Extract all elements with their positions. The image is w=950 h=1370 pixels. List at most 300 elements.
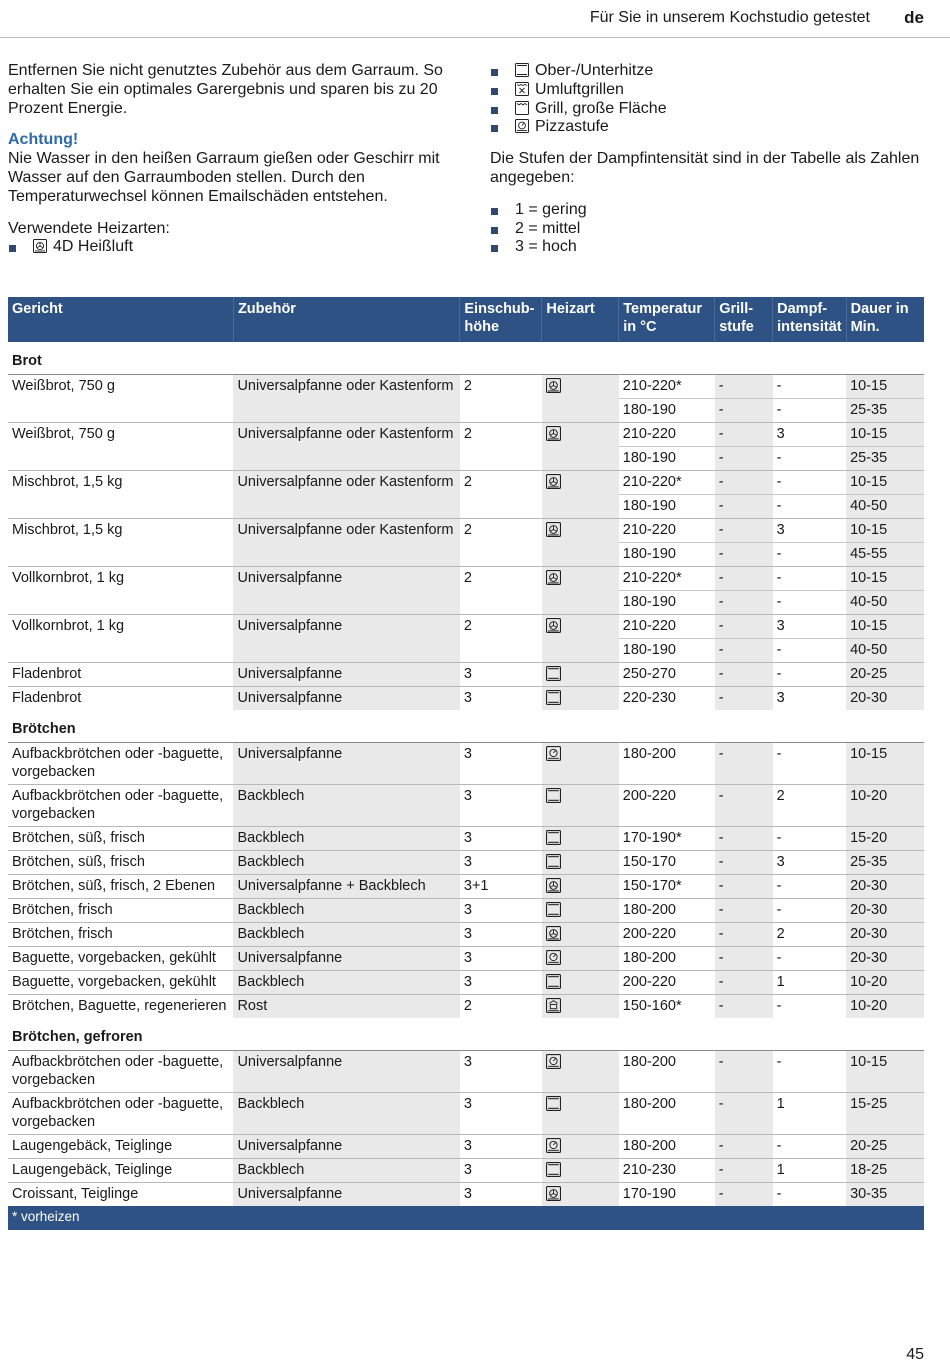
- level-cell: 3: [460, 1093, 542, 1135]
- fan-heat-icon: [546, 926, 615, 941]
- grill-level-cell: -: [715, 923, 773, 947]
- heat-mode-cell: [542, 519, 619, 567]
- temperature-cell: 210-230: [619, 1159, 715, 1183]
- pizza-setting-icon: [546, 950, 615, 965]
- dish-cell: Laugengebäck, Teiglinge: [8, 1159, 233, 1183]
- level-cell: 3: [460, 785, 542, 827]
- duration-cell: 25-35: [846, 447, 924, 471]
- table-row: [8, 947, 924, 971]
- top-bottom-heat-icon: [546, 854, 615, 869]
- temperature-cell: 200-220: [619, 785, 715, 827]
- table-row: [8, 971, 924, 995]
- level-cell: 3: [460, 1159, 542, 1183]
- heat-mode-cell: [542, 899, 619, 923]
- grill-level-cell: -: [715, 519, 773, 543]
- section-header-row: [8, 710, 924, 743]
- page-number: 45: [906, 1346, 924, 1363]
- steam-intensity-cell: 1: [773, 1159, 846, 1183]
- table-row: [8, 899, 924, 923]
- intro-right-column: [490, 62, 930, 257]
- heat-mode-cell: [542, 423, 619, 471]
- accessory-cell: Backblech: [233, 1159, 459, 1183]
- dish-cell: Baguette, vorgebacken, gekühlt: [8, 971, 233, 995]
- temperature-cell: 250-270: [619, 663, 715, 687]
- fan-grill-icon: [515, 82, 529, 96]
- steam-intensity-cell: 3: [773, 423, 846, 447]
- top-bottom-heat-icon: [546, 1096, 615, 1111]
- dish-cell: Baguette, vorgebacken, gekühlt: [8, 947, 233, 971]
- baking-table: [8, 297, 924, 1230]
- grill-level-cell: -: [715, 899, 773, 923]
- temperature-cell: 210-220: [619, 519, 715, 543]
- fan-heat-icon: [546, 426, 615, 441]
- footnote-row: [8, 1206, 924, 1230]
- heat-mode-item: [490, 100, 930, 119]
- table-row: [8, 567, 924, 591]
- table-row: [8, 471, 924, 495]
- accessory-cell: Universalpfanne: [233, 947, 459, 971]
- table-row: [8, 663, 924, 687]
- dish-cell: Mischbrot, 1,5 kg: [8, 471, 233, 519]
- steam-intensity-cell: -: [773, 447, 846, 471]
- temperature-cell: 210-220*: [619, 471, 715, 495]
- dish-cell: Weißbrot, 750 g: [8, 375, 233, 423]
- heat-mode-cell: [542, 995, 619, 1019]
- pizza-setting-icon: [546, 1138, 615, 1153]
- top-bottom-heat-icon: [546, 974, 615, 989]
- pizza-setting-icon: [546, 746, 615, 761]
- table-row: [8, 923, 924, 947]
- steam-intensity-cell: 3: [773, 615, 846, 639]
- table-body: [8, 342, 924, 1230]
- temperature-cell: 210-220: [619, 615, 715, 639]
- steam-intensity-cell: -: [773, 827, 846, 851]
- level-cell: 2: [460, 995, 542, 1019]
- top-bottom-heat-icon: [546, 788, 615, 803]
- fan-heat-icon: [546, 570, 615, 585]
- grill-level-cell: -: [715, 971, 773, 995]
- level-cell: 3: [460, 663, 542, 687]
- grill-level-cell: -: [715, 851, 773, 875]
- temperature-cell: 180-200: [619, 743, 715, 785]
- heat-mode-list-right: [490, 62, 930, 137]
- fan-heat-icon: [546, 618, 615, 633]
- duration-cell: 40-50: [846, 639, 924, 663]
- level-cell: 3: [460, 743, 542, 785]
- dish-cell: Aufbackbrötchen oder -baguette, vorgebacken: [8, 743, 233, 785]
- heat-mode-cell: [542, 923, 619, 947]
- dish-cell: Mischbrot, 1,5 kg: [8, 519, 233, 567]
- accessory-cell: Universalpfanne oder Kastenform: [233, 375, 459, 423]
- level-cell: 3: [460, 899, 542, 923]
- grill-level-cell: -: [715, 1135, 773, 1159]
- heat-modes-label: Verwendete Heizarten:: [8, 219, 170, 237]
- section-title: Brötchen: [8, 710, 924, 743]
- steam-intensity-cell: -: [773, 947, 846, 971]
- table-row: [8, 423, 924, 447]
- heat-mode-label: Pizzastufe: [535, 118, 609, 136]
- steam-level-item: 2 = mittel: [490, 220, 930, 239]
- heat-mode-cell: [542, 663, 619, 687]
- steam-intensity-cell: 1: [773, 971, 846, 995]
- level-cell: 3: [460, 851, 542, 875]
- grill-level-cell: -: [715, 423, 773, 447]
- steam-intensity-cell: 1: [773, 1093, 846, 1135]
- temperature-cell: 200-220: [619, 971, 715, 995]
- dish-cell: Vollkornbrot, 1 kg: [8, 615, 233, 663]
- steam-intensity-cell: -: [773, 639, 846, 663]
- temperature-cell: 180-190: [619, 591, 715, 615]
- col-header-accessory: Zubehör: [233, 297, 459, 342]
- duration-cell: 15-25: [846, 1093, 924, 1135]
- dish-cell: Fladenbrot: [8, 687, 233, 711]
- heat-mode-cell: [542, 1051, 619, 1093]
- temperature-cell: 210-220*: [619, 375, 715, 399]
- accessory-cell: Backblech: [233, 899, 459, 923]
- heat-mode-cell: [542, 785, 619, 827]
- steam-level-item: 1 = gering: [490, 201, 930, 220]
- level-cell: 2: [460, 519, 542, 567]
- dish-cell: Brötchen, Baguette, regenerieren: [8, 995, 233, 1019]
- dish-cell: Croissant, Teiglinge: [8, 1183, 233, 1207]
- dish-cell: Brötchen, süß, frisch: [8, 827, 233, 851]
- steam-intensity-cell: 2: [773, 785, 846, 827]
- level-cell: 2: [460, 567, 542, 615]
- col-header-grill: Grill- stufe: [715, 297, 773, 342]
- steam-intensity-cell: 3: [773, 687, 846, 711]
- table-row: [8, 1183, 924, 1207]
- heat-mode-cell: [542, 567, 619, 615]
- heat-mode-item: [8, 238, 448, 257]
- grill-level-cell: -: [715, 875, 773, 899]
- steam-intensity-cell: -: [773, 495, 846, 519]
- table-row: [8, 995, 924, 1019]
- dish-cell: Laugengebäck, Teiglinge: [8, 1135, 233, 1159]
- temperature-cell: 170-190: [619, 1183, 715, 1207]
- table-row: [8, 687, 924, 711]
- grill-level-cell: -: [715, 687, 773, 711]
- duration-cell: 20-30: [846, 687, 924, 711]
- grill-level-cell: -: [715, 785, 773, 827]
- level-cell: 3: [460, 687, 542, 711]
- duration-cell: 20-30: [846, 875, 924, 899]
- heat-mode-label: 4D Heißluft: [53, 238, 134, 256]
- heat-mode-item: [490, 62, 930, 81]
- table-row: [8, 1051, 924, 1093]
- grill-level-cell: -: [715, 995, 773, 1019]
- temperature-cell: 210-220: [619, 423, 715, 447]
- grill-level-cell: -: [715, 947, 773, 971]
- duration-cell: 10-15: [846, 1051, 924, 1093]
- duration-cell: 40-50: [846, 495, 924, 519]
- col-header-temperature: Temperatur in °C: [619, 297, 715, 342]
- table-row: [8, 851, 924, 875]
- col-header-steam: Dampf- intensität: [773, 297, 846, 342]
- steam-intensity-cell: -: [773, 591, 846, 615]
- col-header-dish: Gericht: [8, 297, 233, 342]
- table-row: [8, 875, 924, 899]
- duration-cell: 10-20: [846, 995, 924, 1019]
- heat-mode-cell: [542, 947, 619, 971]
- steam-level-list: [490, 201, 930, 257]
- level-cell: 2: [460, 375, 542, 423]
- heat-mode-label: Umluftgrillen: [535, 80, 624, 98]
- grill-level-cell: -: [715, 743, 773, 785]
- duration-cell: 25-35: [846, 399, 924, 423]
- grill-level-cell: -: [715, 543, 773, 567]
- accessory-cell: Universalpfanne: [233, 1135, 459, 1159]
- accessory-cell: Backblech: [233, 851, 459, 875]
- top-bottom-heat-icon: [546, 690, 615, 705]
- accessory-cell: Universalpfanne: [233, 1183, 459, 1207]
- heat-mode-item: [490, 118, 930, 137]
- top-bottom-heat-icon: [515, 63, 529, 77]
- heat-mode-cell: [542, 743, 619, 785]
- level-cell: 3: [460, 947, 542, 971]
- duration-cell: 20-30: [846, 923, 924, 947]
- duration-cell: 45-55: [846, 543, 924, 567]
- temperature-cell: 180-190: [619, 495, 715, 519]
- level-cell: 3: [460, 1051, 542, 1093]
- heat-mode-label: Grill, große Fläche: [535, 99, 667, 117]
- dish-cell: Brötchen, süß, frisch: [8, 851, 233, 875]
- fan-heat-icon: [546, 878, 615, 893]
- grill-level-cell: -: [715, 399, 773, 423]
- steam-intensity-cell: -: [773, 471, 846, 495]
- steam-intensity-cell: -: [773, 1051, 846, 1093]
- dish-cell: Aufbackbrötchen oder -baguette, vorgebacken: [8, 785, 233, 827]
- duration-cell: 10-20: [846, 785, 924, 827]
- duration-cell: 20-30: [846, 947, 924, 971]
- duration-cell: 10-15: [846, 743, 924, 785]
- header-title: Für Sie in unserem Kochstudio getestet: [589, 9, 870, 26]
- warning-text: Nie Wasser in den heißen Garraum gießen oder Geschirr mit Wasser auf den Garraumboden stellen. Durch den Temperaturwechsel können Emailschäden entstehen.: [8, 150, 440, 205]
- steam-intensity-cell: -: [773, 663, 846, 687]
- temperature-cell: 150-160*: [619, 995, 715, 1019]
- top-bottom-heat-icon: [546, 830, 615, 845]
- dish-cell: Brötchen, frisch: [8, 899, 233, 923]
- heat-mode-cell: [542, 615, 619, 663]
- section-header-row: [8, 1018, 924, 1051]
- steam-intensity-cell: -: [773, 875, 846, 899]
- steam-intensity-cell: -: [773, 899, 846, 923]
- level-cell: 3+1: [460, 875, 542, 899]
- table-row: [8, 1135, 924, 1159]
- dish-cell: Aufbackbrötchen oder -baguette, vorgebacken: [8, 1051, 233, 1093]
- grill-large-icon: [515, 101, 529, 115]
- temperature-cell: 150-170*: [619, 875, 715, 899]
- grill-level-cell: -: [715, 375, 773, 399]
- steam-intensity-cell: -: [773, 375, 846, 399]
- warning-title: Achtung!: [8, 131, 79, 149]
- grill-level-cell: -: [715, 639, 773, 663]
- steam-intensity-cell: -: [773, 1135, 846, 1159]
- grill-level-cell: -: [715, 471, 773, 495]
- dish-cell: Brötchen, frisch: [8, 923, 233, 947]
- accessory-cell: Backblech: [233, 785, 459, 827]
- accessory-cell: Backblech: [233, 971, 459, 995]
- top-bottom-heat-icon: [546, 1162, 615, 1177]
- col-header-level: Einschub- höhe: [460, 297, 542, 342]
- temperature-cell: 180-200: [619, 1135, 715, 1159]
- duration-cell: 15-20: [846, 827, 924, 851]
- steam-intensity-cell: -: [773, 543, 846, 567]
- table-row: [8, 375, 924, 399]
- temperature-cell: 180-190: [619, 543, 715, 567]
- steam-intensity-cell: 3: [773, 851, 846, 875]
- duration-cell: 10-15: [846, 519, 924, 543]
- temperature-cell: 180-200: [619, 899, 715, 923]
- steam-level-item: 3 = hoch: [490, 238, 930, 257]
- pizza-setting-icon: [515, 119, 529, 133]
- steam-intensity-cell: -: [773, 1183, 846, 1207]
- table-row: [8, 1093, 924, 1135]
- duration-cell: 10-20: [846, 971, 924, 995]
- accessory-cell: Backblech: [233, 827, 459, 851]
- grill-level-cell: -: [715, 827, 773, 851]
- temperature-cell: 180-200: [619, 1051, 715, 1093]
- temperature-cell: 200-220: [619, 923, 715, 947]
- heat-mode-cell: [542, 1093, 619, 1135]
- steam-note: Die Stufen der Dampfintensität sind in der Tabelle als Zahlen angegeben:: [490, 150, 920, 186]
- heat-mode-cell: [542, 875, 619, 899]
- steam-intensity-cell: -: [773, 995, 846, 1019]
- col-header-duration: Dauer in Min.: [846, 297, 924, 342]
- grill-level-cell: -: [715, 567, 773, 591]
- temperature-cell: 180-190: [619, 447, 715, 471]
- duration-cell: 20-30: [846, 899, 924, 923]
- heat-mode-cell: [542, 851, 619, 875]
- accessory-cell: Universalpfanne + Backblech: [233, 875, 459, 899]
- steam-intensity-cell: -: [773, 399, 846, 423]
- grill-level-cell: -: [715, 1051, 773, 1093]
- duration-cell: 30-35: [846, 1183, 924, 1207]
- duration-cell: 10-15: [846, 471, 924, 495]
- dish-cell: Fladenbrot: [8, 663, 233, 687]
- dish-cell: Aufbackbrötchen oder -baguette, vorgebacken: [8, 1093, 233, 1135]
- section-title: Brötchen, gefroren: [8, 1018, 924, 1051]
- duration-cell: 20-25: [846, 1135, 924, 1159]
- fan-heat-icon: [33, 239, 47, 253]
- heat-mode-label: Ober-/Unterhitze: [535, 62, 654, 79]
- language-code: de: [904, 8, 924, 27]
- level-cell: 3: [460, 1135, 542, 1159]
- accessory-cell: Universalpfanne: [233, 743, 459, 785]
- heat-mode-cell: [542, 471, 619, 519]
- accessory-cell: Universalpfanne: [233, 567, 459, 615]
- grill-level-cell: -: [715, 1159, 773, 1183]
- top-bottom-heat-icon: [546, 902, 615, 917]
- level-cell: 3: [460, 971, 542, 995]
- grill-level-cell: -: [715, 615, 773, 639]
- heat-mode-cell: [542, 1183, 619, 1207]
- temperature-cell: 150-170: [619, 851, 715, 875]
- duration-cell: 18-25: [846, 1159, 924, 1183]
- page-header: [0, 0, 950, 38]
- dish-cell: Weißbrot, 750 g: [8, 423, 233, 471]
- table-row: [8, 519, 924, 543]
- table-row: [8, 785, 924, 827]
- accessory-cell: Universalpfanne: [233, 687, 459, 711]
- accessory-cell: Rost: [233, 995, 459, 1019]
- table-row: [8, 615, 924, 639]
- grill-level-cell: -: [715, 447, 773, 471]
- table-row: [8, 1159, 924, 1183]
- fan-heat-icon: [546, 474, 615, 489]
- heat-mode-item: [490, 81, 930, 100]
- footnote: * vorheizen: [8, 1206, 924, 1230]
- accessory-cell: Universalpfanne oder Kastenform: [233, 471, 459, 519]
- steam-intensity-cell: -: [773, 567, 846, 591]
- header-divider: [0, 37, 950, 38]
- duration-cell: 25-35: [846, 851, 924, 875]
- accessory-cell: Universalpfanne: [233, 615, 459, 663]
- grill-level-cell: -: [715, 591, 773, 615]
- heat-mode-cell: [542, 1135, 619, 1159]
- accessory-cell: Backblech: [233, 923, 459, 947]
- grill-level-cell: -: [715, 495, 773, 519]
- duration-cell: 10-15: [846, 423, 924, 447]
- accessory-cell: Universalpfanne: [233, 1051, 459, 1093]
- grill-level-cell: -: [715, 1093, 773, 1135]
- duration-cell: 10-15: [846, 375, 924, 399]
- duration-cell: 10-15: [846, 615, 924, 639]
- section-title: Brot: [8, 342, 924, 375]
- temperature-cell: 180-200: [619, 947, 715, 971]
- grill-level-cell: -: [715, 1183, 773, 1207]
- level-cell: 2: [460, 423, 542, 471]
- steam-intensity-cell: 3: [773, 519, 846, 543]
- duration-cell: 20-25: [846, 663, 924, 687]
- regenerate-icon: [546, 998, 615, 1013]
- top-bottom-heat-icon: [546, 666, 615, 681]
- temperature-cell: 180-190: [619, 639, 715, 663]
- accessory-cell: Universalpfanne oder Kastenform: [233, 423, 459, 471]
- accessory-cell: Backblech: [233, 1093, 459, 1135]
- level-cell: 2: [460, 615, 542, 663]
- pizza-setting-icon: [546, 1054, 615, 1069]
- accessory-cell: Universalpfanne: [233, 663, 459, 687]
- table-header-row: [8, 297, 924, 342]
- dish-cell: Vollkornbrot, 1 kg: [8, 567, 233, 615]
- temperature-cell: 220-230: [619, 687, 715, 711]
- heat-mode-cell: [542, 971, 619, 995]
- intro-paragraph: Entfernen Sie nicht genutztes Zubehör aus dem Garraum. So erhalten Sie ein optimales Garergebnis und sparen bis zu 20 Prozent Energie.: [8, 62, 443, 117]
- table-row: [8, 827, 924, 851]
- fan-heat-icon: [546, 1186, 615, 1201]
- accessory-cell: Universalpfanne oder Kastenform: [233, 519, 459, 567]
- fan-heat-icon: [546, 522, 615, 537]
- level-cell: 2: [460, 471, 542, 519]
- temperature-cell: 210-220*: [619, 567, 715, 591]
- level-cell: 3: [460, 1183, 542, 1207]
- dish-cell: Brötchen, süß, frisch, 2 Ebenen: [8, 875, 233, 899]
- grill-level-cell: -: [715, 663, 773, 687]
- duration-cell: 40-50: [846, 591, 924, 615]
- col-header-mode: Heizart: [542, 297, 619, 342]
- temperature-cell: 180-200: [619, 1093, 715, 1135]
- intro-left-column: [8, 62, 448, 270]
- heat-mode-list-left: [8, 238, 448, 257]
- level-cell: 3: [460, 827, 542, 851]
- heat-mode-cell: [542, 827, 619, 851]
- temperature-cell: 170-190*: [619, 827, 715, 851]
- duration-cell: 10-15: [846, 567, 924, 591]
- heat-mode-cell: [542, 687, 619, 711]
- table-row: [8, 743, 924, 785]
- fan-heat-icon: [546, 378, 615, 393]
- temperature-cell: 180-190: [619, 399, 715, 423]
